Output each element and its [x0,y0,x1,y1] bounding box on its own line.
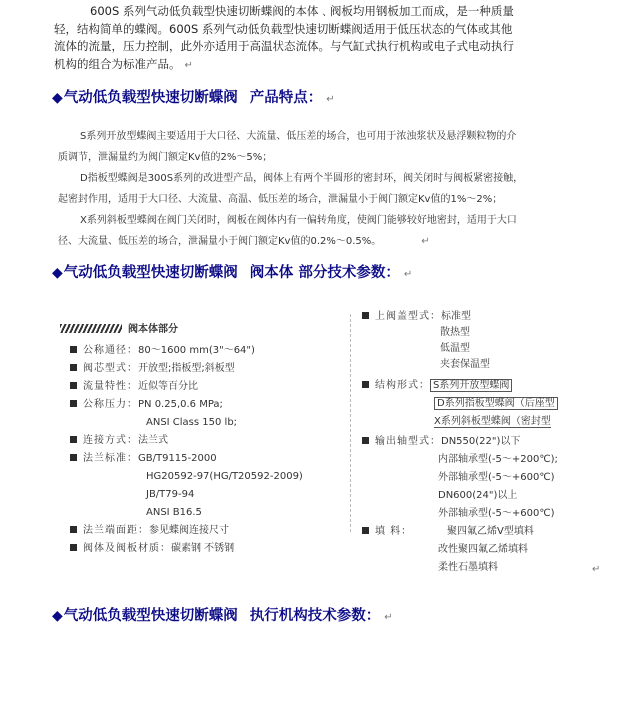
features-line: S系列开放型蝶阀主要适用于大口径、大流量、低压差的场合，也可用于浓浊浆状及悬浮颗粒物的介 [80,131,517,142]
spec-row-output-shaft: 输出轴型式：DN550(22")以下 [362,434,520,450]
spec-row-nominal-size: 公称通径：80～1600 mm(3"～64") [70,343,255,359]
paragraph-mark-icon: ↵ [384,612,393,623]
spec-value-line: HG20592-97(HG/T20592-2009) [146,471,303,482]
intro-paragraph [54,3,564,74]
heading-suffix: 执行机构技术参数： [249,608,381,624]
paragraph-mark-icon: ↵ [184,59,193,71]
intro-line: 轻，结构简单的蝶阀。600S 系列气动低负载型快速切断蝶阀适用于低压状态的气体或其他 [54,21,513,36]
features-line: D指板型蝶阀是300S系列的改进型产品，阀体上有两个半圆形的密封环，阀关闭时与阀板紧密接触， [80,173,524,184]
features-block [58,126,588,252]
intro-line: 600S 系列气动低负载型快速切断蝶阀的本体﹑阀板均用钢板加工而成，是一种质量 [90,4,514,18]
paragraph-mark-icon: ↵ [326,94,335,105]
hatch-bar-icon [60,324,122,333]
intro-line: 流体的流量，压力控制，此外亦适用于高温状态流体。与气缸式执行机构或电子式电动执行 [54,39,514,53]
diamond-bullet-icon: ◆ [52,90,63,106]
paragraph-mark-icon: ↵ [403,269,413,280]
intro-line: 机构的组合为标准产品。 ↵ [54,56,193,71]
diamond-bullet-icon: ◆ [52,608,63,624]
spec-value-line: D系列指板型蝶阀（后座型 [434,396,558,412]
spec-value-line: DN600(24")以上 [438,490,518,501]
spec-value-line: JB/T79-94 [146,489,195,500]
spec-row-flange-standard: 法兰标准：GB/T9115-2000 [70,451,217,467]
spec-row-disc-type: 阀芯型式：开放型;指板型;斜板型 [70,361,235,377]
square-bullet-icon [362,381,369,388]
features-line: 起密封作用，适用于大口径、大流量、高温、低压差的场合，泄漏量小于阀门额定Kv值的1%～2%； [58,194,503,205]
features-line: 径、大流量、低压差的场合，泄漏量小于阀门额定Kv值的0.2%～0.5%。 ↵ [58,236,430,247]
spec-value-line: ANSI B16.5 [146,507,202,518]
features-heading [52,86,335,107]
features-line: X系列斜板型蝶阀在阀门关闭时，阀板在阀体内有一偏转角度，使阀门能够较好地密封，适用于大口 [80,215,517,226]
square-bullet-icon [70,382,77,389]
heading-product-name: 气动低负载型快速切断蝶阀 [63,90,238,106]
spec-value-line: ANSI Class 150 lb; [146,417,238,428]
spec-row-structure: 结构形式： S系列开放型蝶阀 [362,378,512,394]
square-bullet-icon [362,527,369,534]
diamond-bullet-icon: ◆ [52,265,63,281]
spec-row-face-to-face: 法兰端面距：参见蝶阀连接尺寸 [70,523,229,539]
square-bullet-icon [70,364,77,371]
heading-product-name: 气动低负载型快速切断蝶阀 [63,265,238,281]
spec-value-line: 外部轴承型(-5～+600℃) [438,472,555,483]
spec-row-nominal-pressure: 公称压力：PN 0.25,0.6 MPa; [70,397,223,413]
spec-value-line: 夹套保温型 [440,359,490,370]
spec-value-line: 内部轴承型(-5～+200℃); [438,454,558,465]
spec-row-material: 阀体及阀板材质：碳素钢 不锈钢 [70,541,234,557]
spec-value-line: 柔性石墨填料 [438,562,498,573]
column-divider [350,314,351,532]
spec-row-connection: 连接方式：法兰式 [70,433,168,449]
heading-product-name: 气动低负载型快速切断蝶阀 [63,608,238,624]
square-bullet-icon [362,437,369,444]
heading-suffix: 阀本体 部分技术参数： [249,265,400,281]
spec-value-line: 改性聚四氟乙烯填料 [438,544,528,555]
spec-row-packing: 填 料： 聚四氟乙烯V型填料 [362,524,534,540]
spec-row-flow-characteristic: 流量特性：近似等百分比 [70,379,198,395]
spec-value-line: 外部轴承型(-5～+600℃) [438,508,555,519]
square-bullet-icon [70,346,77,353]
square-bullet-icon [70,526,77,533]
features-line: 质调节，泄漏量约为阀门额定Kv值的2%～5%； [58,152,273,163]
spec-value-line: X系列斜板型蝶阀（密封型 [434,416,551,427]
heading-suffix: 产品特点： [249,90,323,106]
paragraph-mark-icon: ↵ [592,564,601,575]
square-bullet-icon [70,436,77,443]
body-params-heading [52,261,412,282]
square-bullet-icon [362,312,369,319]
paragraph-mark-icon: ↵ [421,236,430,247]
spec-row-bonnet: 上阀盖型式：标准型 [362,309,471,325]
spec-value-line: 散热型 [440,327,470,338]
spec-value-line: 低温型 [440,343,470,354]
square-bullet-icon [70,400,77,407]
actuator-params-heading [52,604,393,625]
spec-title: 阀本体部分 [60,320,178,335]
square-bullet-icon [70,544,77,551]
square-bullet-icon [70,454,77,461]
spec-image [54,312,600,582]
